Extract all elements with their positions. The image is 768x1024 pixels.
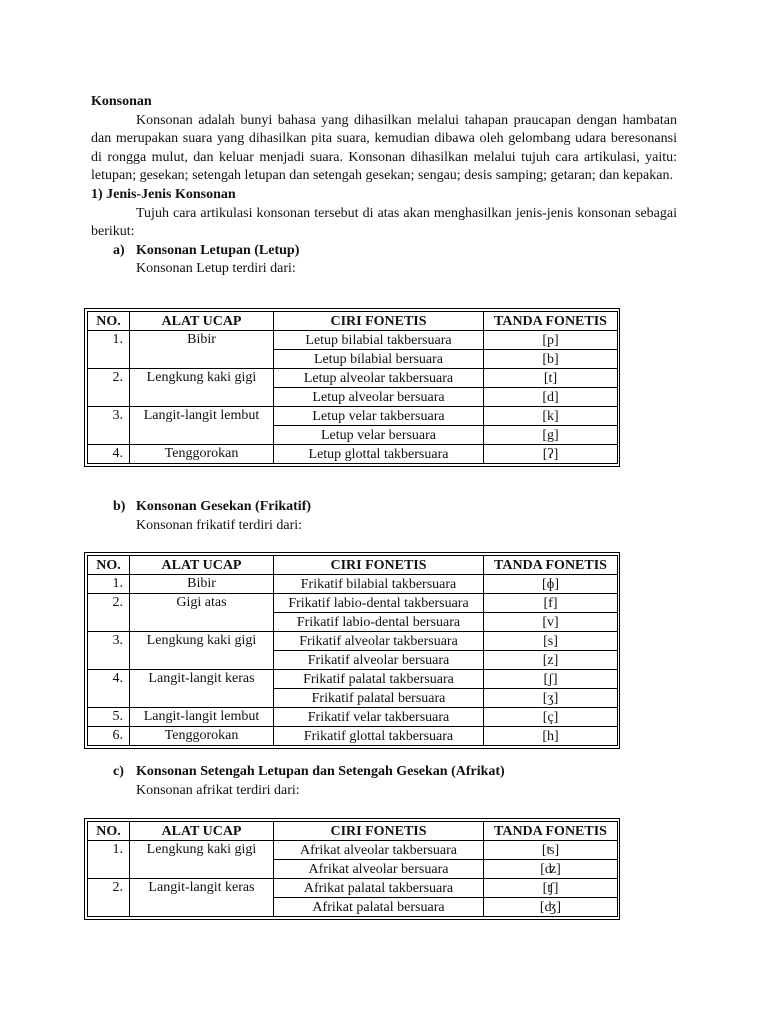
table-row — [88, 388, 618, 407]
cell-alat-ucap: Lengkung kaki gigi — [130, 632, 274, 651]
table-row — [88, 426, 618, 445]
table-row — [88, 331, 618, 350]
header-tanda-fonetis: TANDA FONETIS — [484, 556, 618, 575]
section-c-title: Konsonan Setengah Letupan dan Setengah Gesekan (Afrikat) — [136, 764, 505, 779]
table-letupan — [84, 308, 620, 467]
cell-tanda-fonetis: [ʤ] — [484, 898, 618, 917]
header-no: NO. — [88, 822, 130, 841]
table-row — [88, 879, 618, 898]
cell-ciri-fonetis: Letup velar takbersuara — [274, 407, 484, 426]
cell-tanda-fonetis: [g] — [484, 426, 618, 445]
table-row — [88, 708, 618, 727]
cell-ciri-fonetis: Frikatif labio-dental takbersuara — [274, 594, 484, 613]
cell-tanda-fonetis: [ç] — [484, 708, 618, 727]
section-b-label: b) — [113, 499, 126, 514]
cell-ciri-fonetis: Afrikat palatal bersuara — [274, 898, 484, 917]
cell-ciri-fonetis: Afrikat palatal takbersuara — [274, 879, 484, 898]
cell-no — [88, 388, 130, 407]
cell-ciri-fonetis: Letup bilabial bersuara — [274, 350, 484, 369]
cell-ciri-fonetis: Frikatif velar takbersuara — [274, 708, 484, 727]
cell-alat-ucap — [130, 388, 274, 407]
cell-no — [88, 350, 130, 369]
table-row — [88, 898, 618, 917]
table-row — [88, 651, 618, 670]
cell-no: 3. — [88, 407, 130, 426]
cell-alat-ucap: Tenggorokan — [130, 727, 274, 746]
header-tanda-fonetis: TANDA FONETIS — [484, 822, 618, 841]
heading-konsonan: Konsonan — [91, 94, 152, 109]
cell-alat-ucap: Tenggorokan — [130, 445, 274, 464]
cell-alat-ucap: Langit-langit lembut — [130, 407, 274, 426]
cell-no — [88, 651, 130, 670]
table-header-row — [88, 312, 618, 331]
document-content — [91, 93, 677, 279]
table-row — [88, 860, 618, 879]
cell-ciri-fonetis: Frikatif palatal bersuara — [274, 689, 484, 708]
section-a-desc: Konsonan Letup terdiri dari: — [136, 261, 296, 277]
header-alat-ucap: ALAT UCAP — [130, 312, 274, 331]
cell-no: 6. — [88, 727, 130, 746]
cell-ciri-fonetis: Frikatif alveolar takbersuara — [274, 632, 484, 651]
cell-alat-ucap: Langit-langit keras — [130, 879, 274, 898]
table-row — [88, 613, 618, 632]
section-a-label: a) — [113, 242, 125, 258]
header-ciri-fonetis: CIRI FONETIS — [274, 556, 484, 575]
cell-tanda-fonetis: [b] — [484, 350, 618, 369]
table-afrikat — [84, 818, 620, 920]
cell-no: 2. — [88, 594, 130, 613]
cell-no: 1. — [88, 841, 130, 860]
header-tanda-fonetis: TANDA FONETIS — [484, 312, 618, 331]
cell-alat-ucap: Bibir — [130, 575, 274, 594]
cell-tanda-fonetis: [f] — [484, 594, 618, 613]
cell-alat-ucap: Langit-langit keras — [130, 670, 274, 689]
header-alat-ucap: ALAT UCAP — [130, 556, 274, 575]
table-row — [88, 350, 618, 369]
cell-ciri-fonetis: Letup bilabial takbersuara — [274, 331, 484, 350]
consonant-table — [87, 311, 618, 464]
section-b-title: Konsonan Gesekan (Frikatif) — [136, 499, 312, 514]
cell-tanda-fonetis: [v] — [484, 613, 618, 632]
cell-alat-ucap — [130, 613, 274, 632]
cell-no: 4. — [88, 670, 130, 689]
consonant-table — [87, 821, 618, 917]
cell-alat-ucap — [130, 350, 274, 369]
table-header-row — [88, 556, 618, 575]
table-row — [88, 594, 618, 613]
table-row — [88, 445, 618, 464]
cell-alat-ucap — [130, 689, 274, 708]
cell-ciri-fonetis: Frikatif palatal takbersuara — [274, 670, 484, 689]
cell-ciri-fonetis: Letup glottal takbersuara — [274, 445, 484, 464]
header-ciri-fonetis: CIRI FONETIS — [274, 822, 484, 841]
cell-no: 2. — [88, 879, 130, 898]
cell-tanda-fonetis: [p] — [484, 331, 618, 350]
cell-tanda-fonetis: [ʃ] — [484, 670, 618, 689]
cell-no — [88, 898, 130, 917]
cell-tanda-fonetis: [ʣ] — [484, 860, 618, 879]
section-b — [91, 498, 677, 535]
cell-ciri-fonetis: Frikatif labio-dental bersuara — [274, 613, 484, 632]
cell-tanda-fonetis: [d] — [484, 388, 618, 407]
cell-ciri-fonetis: Letup alveolar bersuara — [274, 388, 484, 407]
cell-alat-ucap: Gigi atas — [130, 594, 274, 613]
table-row — [88, 632, 618, 651]
table-row — [88, 407, 618, 426]
cell-no: 1. — [88, 331, 130, 350]
cell-tanda-fonetis: [z] — [484, 651, 618, 670]
section-b-desc: Konsonan frikatif terdiri dari: — [136, 517, 303, 533]
cell-no: 5. — [88, 708, 130, 727]
cell-tanda-fonetis: [ʒ] — [484, 689, 618, 708]
cell-tanda-fonetis: [ʦ] — [484, 841, 618, 860]
cell-tanda-fonetis: [h] — [484, 727, 618, 746]
header-no: NO. — [88, 556, 130, 575]
cell-no — [88, 860, 130, 879]
table-row — [88, 575, 618, 594]
cell-alat-ucap — [130, 898, 274, 917]
cell-tanda-fonetis: [ʧ] — [484, 879, 618, 898]
cell-alat-ucap — [130, 860, 274, 879]
cell-tanda-fonetis: [s] — [484, 632, 618, 651]
cell-tanda-fonetis: [k] — [484, 407, 618, 426]
cell-no — [88, 689, 130, 708]
cell-alat-ucap: Langit-langit lembut — [130, 708, 274, 727]
cell-alat-ucap: Bibir — [130, 331, 274, 350]
table-row — [88, 841, 618, 860]
header-alat-ucap: ALAT UCAP — [130, 822, 274, 841]
cell-ciri-fonetis: Afrikat alveolar takbersuara — [274, 841, 484, 860]
section-a-title: Konsonan Letupan (Letup) — [136, 242, 300, 258]
cell-alat-ucap: Lengkung kaki gigi — [130, 841, 274, 860]
cell-no: 4. — [88, 445, 130, 464]
table-row — [88, 670, 618, 689]
cell-ciri-fonetis: Frikatif glottal takbersuara — [274, 727, 484, 746]
section-c — [91, 763, 677, 800]
cell-no — [88, 613, 130, 632]
section-a — [91, 242, 677, 279]
intro-paragraph: Konsonan adalah bunyi bahasa yang dihasilkan melalui tahapan praucapan dengan hambatan dan merupakan suara yang dihasilkan pita suara, kemudian dibawa oleh gelombang udara beresonansi di rongga mulut, dan keluar menjadi suara. Konsonan dihasilkan melalui tujuh cara artikulasi, yaitu: letupan; gesekan; setengah letupan dan setengah gesekan; sengau; desis samping; getaran; dan kepakan. — [91, 112, 677, 184]
cell-no: 2. — [88, 369, 130, 388]
table-row — [88, 689, 618, 708]
cell-tanda-fonetis: [t] — [484, 369, 618, 388]
cell-tanda-fonetis: [ʔ] — [484, 445, 618, 464]
cell-alat-ucap: Lengkung kaki gigi — [130, 369, 274, 388]
cell-no: 3. — [88, 632, 130, 651]
header-ciri-fonetis: CIRI FONETIS — [274, 312, 484, 331]
cell-ciri-fonetis: Letup alveolar takbersuara — [274, 369, 484, 388]
cell-tanda-fonetis: [ɸ] — [484, 575, 618, 594]
cell-alat-ucap — [130, 651, 274, 670]
cell-no: 1. — [88, 575, 130, 594]
consonant-table — [87, 555, 618, 746]
cell-ciri-fonetis: Frikatif bilabial takbersuara — [274, 575, 484, 594]
cell-ciri-fonetis: Frikatif alveolar bersuara — [274, 651, 484, 670]
section-c-desc: Konsonan afrikat terdiri dari: — [136, 782, 300, 798]
table-header-row — [88, 822, 618, 841]
table-frikatif — [84, 552, 620, 749]
cell-alat-ucap — [130, 426, 274, 445]
header-no: NO. — [88, 312, 130, 331]
table-row — [88, 727, 618, 746]
section-c-label: c) — [113, 764, 124, 779]
table-row — [88, 369, 618, 388]
cell-no — [88, 426, 130, 445]
cell-ciri-fonetis: Letup velar bersuara — [274, 426, 484, 445]
section-1-text: Tujuh cara artikulasi konsonan tersebut di atas akan menghasilkan jenis-jenis konsonan sebagai berikut: — [91, 205, 677, 240]
cell-ciri-fonetis: Afrikat alveolar bersuara — [274, 860, 484, 879]
section-1-title: 1) Jenis-Jenis Konsonan — [91, 186, 236, 202]
